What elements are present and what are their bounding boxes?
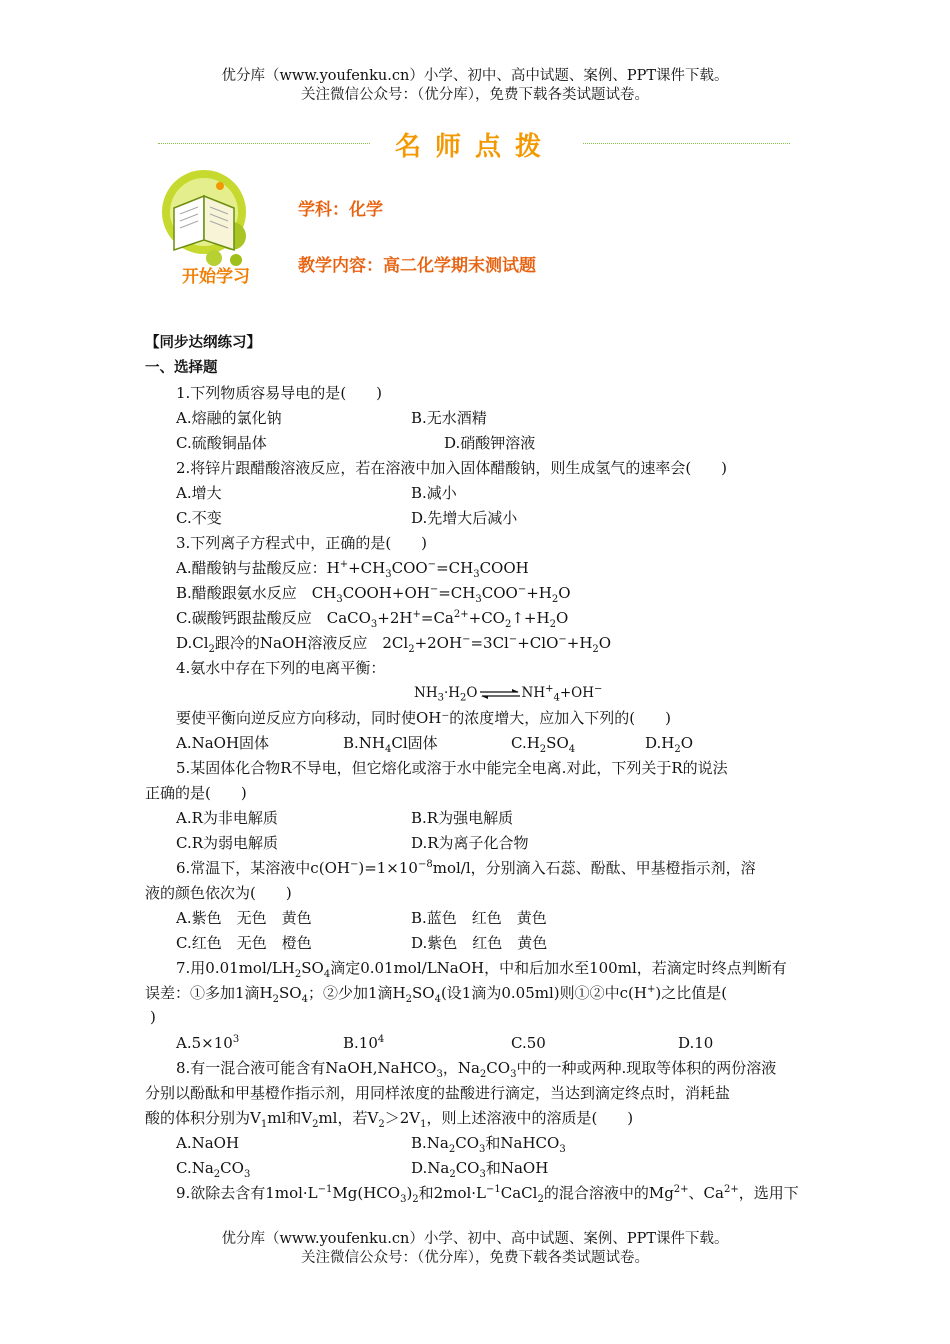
header-line-2: 关注微信公众号：（优分库），免费下载各类试题试卷。: [301, 87, 649, 103]
q7-option-a: $A.5\times 10^3$: [176, 1034, 240, 1052]
q3-option-c: C.碳酸钙跟盐酸反应 $CaCO_3+2H^+=Ca^{2+}+CO_2↑+H_2O$: [176, 609, 569, 630]
q2-stem: 2.将锌片跟醋酸溶液反应，若在溶液中加入固体醋酸钠，则生成氢气的速率会( ): [176, 459, 728, 477]
q4-option-a: A.NaOH固体: [176, 734, 270, 752]
q4-equilibrium-equation: $NH_3\cdot H_2O$ $NH^+_4+OH^-$: [414, 683, 603, 704]
q8-stem-line-1: 8.有一混合液可能含有NaOH,NaHCO$_3$，$Na_2CO_3$中的一种或两种.现取等体积的两份溶液: [176, 1059, 777, 1080]
banner-title: 名师点拨: [394, 132, 555, 162]
q1-option-b: B.无水酒精: [411, 409, 487, 427]
banner-divider-left: [158, 143, 370, 144]
q5-option-c: C.R为弱电解质: [176, 834, 279, 852]
q2-option-a: A.增大: [176, 484, 222, 502]
q7-option-c: C.50: [511, 1034, 546, 1052]
q8-option-d: $D.Na_2CO_3$和NaOH: [411, 1159, 549, 1180]
q2-option-b: B.减小: [411, 484, 457, 502]
q1-option-a: A.熔融的氯化钠: [176, 409, 282, 427]
q1-option-d: D.硝酸钾溶液: [444, 434, 536, 452]
footer-line-2: 关注微信公众号：（优分库），免费下载各类试题试卷。: [301, 1250, 649, 1266]
footer-line-1: 优分库（www.youfenku.cn）小学、初中、高中试题、案例、PPT课件下载。: [221, 1231, 729, 1247]
q6-option-c: C.红色 无色 橙色: [176, 934, 312, 952]
teaching-content-label: 教学内容：高二化学期末测试题: [298, 256, 536, 276]
q7-stem-line-2: 误差：①多加1滴$H_2SO_4$；②少加1滴$H_2SO_4$(设1滴为0.05ml)则①②中c(H+)之比值是(: [145, 984, 728, 1005]
q8-option-a: A.NaOH: [176, 1134, 240, 1152]
q4-option-d: $D.H_2O$: [645, 734, 694, 755]
logo-caption: 开始学习: [182, 267, 250, 287]
open-book-logo: [160, 168, 275, 293]
q6-option-d: D.紫色 红色 黄色: [411, 934, 548, 952]
q7-stem-line-1: 7.用$0.01mol/LH_2SO_4$滴定0.01mol/LNaOH，中和后加水至100ml，若滴定时终点判断有: [176, 959, 787, 980]
q8-option-b: $B.Na_2CO_3$和NaHCO$_3$: [411, 1134, 566, 1155]
banner-divider-right: [583, 143, 790, 144]
q2-option-d: D.先增大后减小: [411, 509, 518, 527]
q6-stem-line-2: 液的颜色依次为( ): [145, 884, 292, 902]
q6-stem-line-1: 6.常温下，某溶液中$c(OH^-)=1\times 10^{-8}mol/l$，分别滴入石蕊、酚酞、甲基橙指示剂，溶: [176, 859, 756, 877]
q1-option-c: C.硫酸铜晶体: [176, 434, 267, 452]
q5-option-d: D.R为离子化合物: [411, 834, 529, 852]
section-part-title: 一、选择题: [145, 360, 218, 376]
q4-question: 要使平衡向逆反应方向移动，同时使OH⁻的浓度增大，应加入下列的( ): [176, 709, 672, 727]
q3-option-b: B.醋酸跟氨水反应 $CH_3COOH+OH^-=CH_3COO^-+H_2O$: [176, 584, 571, 605]
q7-option-b: $B.10^4$: [343, 1034, 385, 1052]
section-heading: 【同步达纲练习】: [145, 335, 261, 351]
q1-stem: 1.下列物质容易导电的是( ): [176, 384, 383, 402]
q6-option-b: B.蓝色 红色 黄色: [411, 909, 547, 927]
q7-stem-line-3: ): [150, 1008, 156, 1026]
subject-label: 学科：化学: [298, 200, 383, 220]
q5-stem-line-1: 5.某固体化合物R不导电，但它熔化或溶于水中能完全电离.对此，下列关于R的说法: [176, 759, 728, 777]
q6-option-a: A.紫色 无色 黄色: [176, 909, 312, 927]
header-line-1: 优分库（www.youfenku.cn）小学、初中、高中试题、案例、PPT课件下载。: [221, 68, 729, 84]
q7-option-d: D.10: [678, 1034, 714, 1052]
q8-stem-line-2: 分别以酚酞和甲基橙作指示剂，用同样浓度的盐酸进行滴定，当达到滴定终点时，消耗盐: [145, 1084, 731, 1102]
q8-option-c: $C.Na_2CO_3$: [176, 1159, 251, 1180]
q5-option-b: B.R为强电解质: [411, 809, 514, 827]
q3-option-a: A.醋酸钠与盐酸反应：$H^++CH_3COO^-=CH_3COOH$: [176, 559, 529, 580]
q2-option-c: C.不变: [176, 509, 222, 527]
q9-stem-line-1: 9.欲除去含有$1mol\cdot L^{-1}Mg(HCO_3)_2$和$2mol\cdot L^{-1}CaCl_2$的混合溶液中的$Mg^{2+}$、$Ca^{2+}$，选用下: [176, 1184, 799, 1205]
reversible-arrow-icon: [478, 689, 522, 699]
q4-option-b: $B.NH_4Cl$固体: [343, 734, 438, 755]
q5-stem-line-2: 正确的是( ): [145, 784, 247, 802]
q3-option-d: $D.Cl_2$跟冷的NaOH溶液反应 $2Cl_2+2OH^-=3Cl^-+ClO^-+H_2O$: [176, 634, 612, 655]
q5-option-a: A.R为非电解质: [176, 809, 278, 827]
q4-option-c: $C.H_2SO_4$: [511, 734, 576, 755]
q4-stem: 4.氨水中存在下列的电离平衡：: [176, 659, 386, 677]
q8-stem-line-3: 酸的体积分别为$V_1ml$和$V_2ml$，若$V_2>2V_1$，则上述溶液中的溶质是( ): [145, 1109, 634, 1130]
q3-stem: 3.下列离子方程式中，正确的是( ): [176, 534, 428, 552]
